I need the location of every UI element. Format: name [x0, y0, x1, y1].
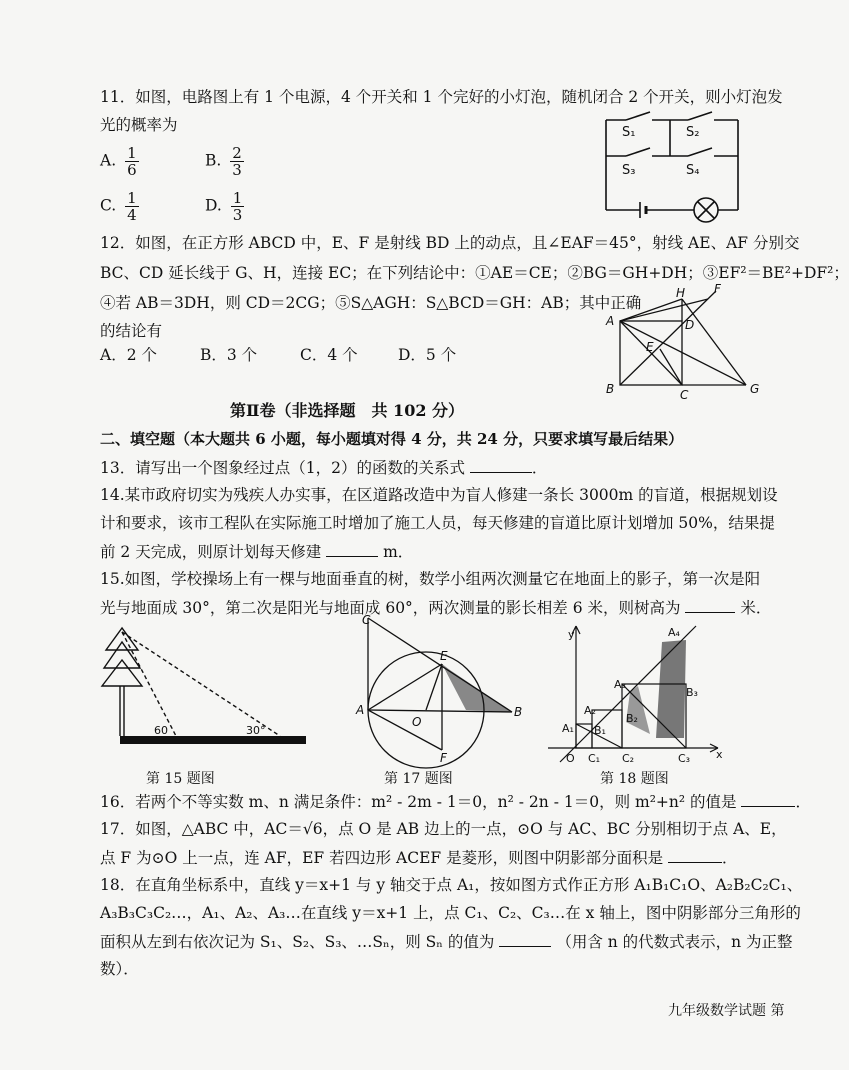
svg-text:D: D	[685, 318, 695, 332]
answer-blank[interactable]	[470, 456, 532, 473]
svg-text:B₂: B₂	[626, 712, 638, 725]
fraction: $\frac{1}{6}$	[127, 144, 137, 179]
q17-line2: 点 F 为⊙O 上一点，连 AF，EF 若四边形 ACEF 是菱形，则图中阴影部分面积是 ．	[100, 846, 738, 869]
answer-blank[interactable]	[685, 596, 735, 613]
page-footer: 九年级数学试题 第	[668, 1003, 785, 1019]
circuit-diagram	[600, 112, 744, 222]
svg-text:y: y	[568, 628, 575, 641]
svg-text:C: C	[680, 388, 689, 402]
q12-line3: ④若 AB＝3DH，则 CD＝2CG；⑤S△AGH：S△BCD＝GH：AB；其中正确	[100, 294, 642, 312]
svg-text:F: F	[440, 751, 447, 765]
svg-text:C₁: C₁	[588, 752, 601, 765]
section-header: 二、填空题（本大题共 6 小题，每小题填对得 4 分，共 24 分，只要求填写最后结果）	[100, 430, 684, 448]
fraction: $\frac{1}{4}$	[127, 189, 137, 224]
q11-option-c[interactable]: C. $\frac{1}{4}$	[100, 189, 137, 224]
fraction: $\frac{1}{3}$	[232, 189, 243, 224]
coordinate-squares-diagram	[546, 622, 728, 772]
q11-option-b[interactable]: B. $\frac{2}{3}$	[205, 144, 242, 179]
switch-label: S₁	[622, 125, 636, 140]
q16: 16．若两个不等实数 m、n 满足条件：m² - 2m - 1＝0，n² - 2n - 1＝0，则 m²+n² 的值是 ．	[100, 790, 811, 813]
fraction: $\frac{2}{3}$	[232, 144, 242, 179]
svg-text:B: B	[514, 705, 523, 719]
answer-blank[interactable]	[668, 846, 722, 863]
svg-text:B₃: B₃	[686, 686, 698, 699]
angle-label-30: 30°	[246, 724, 266, 737]
svg-text:B₁: B₁	[594, 724, 606, 737]
q11-line1: 11．如图，电路图上有 1 个电源，4 个开关和 1 个完好的小灯泡，随机闭合 2 个开关，则小灯泡发	[100, 88, 783, 106]
q12-option-a[interactable]: A．2 个	[100, 346, 157, 364]
svg-text:A: A	[356, 703, 365, 717]
svg-text:F: F	[714, 282, 721, 296]
svg-text:C: C	[362, 613, 371, 627]
q18-line1: 18．在直角坐标系中，直线 y＝x+1 与 y 轴交于点 A₁，按如图方式作正方形 A₁B₁C₁O、A₂B₂C₂C₁、	[100, 876, 803, 894]
q13: 13．请写出一个图象经过点（1，2）的函数的关系式 ．	[100, 456, 547, 479]
svg-text:E: E	[440, 649, 448, 663]
q18-line3: 面积从左到右依次记为 S₁、S₂、S₃、…Sₙ，则 Sₙ 的值为 （用含 n 的代数式表示，n 为正整	[100, 930, 793, 953]
svg-text:A₂: A₂	[584, 704, 596, 717]
section-title: 第Ⅱ卷（非选择题 共 102 分）	[230, 401, 465, 420]
q14-line2: 计和要求，该市工程队在实际施工时增加了施工人员，每天修建的盲道比原计划增加 50%，结果提	[100, 514, 775, 532]
q11-line2: 光的概率为	[100, 116, 178, 134]
svg-text:A: A	[606, 314, 615, 328]
svg-text:B: B	[606, 382, 615, 396]
q17-line1: 17．如图，△ABC 中，AC＝√6，点 O 是 AB 边上的一点，⊙O 与 AC、BC 分别相切于点 A、E，	[100, 820, 787, 838]
q12-option-c[interactable]: C．4 个	[300, 346, 358, 364]
switch-label: S₄	[686, 163, 700, 178]
svg-text:C₃: C₃	[678, 752, 691, 765]
svg-text:O: O	[566, 752, 575, 765]
svg-text:G: G	[750, 382, 760, 396]
q12-line1: 12．如图，在正方形 ABCD 中，E、F 是射线 BD 上的动点，且∠EAF＝45°，射线 AE、AF 分别交	[100, 234, 800, 252]
switch-label: S₃	[622, 163, 636, 178]
svg-text:E: E	[646, 340, 654, 354]
switch-label: S₂	[686, 125, 700, 140]
q11-option-d[interactable]: D. $\frac{1}{3}$	[205, 189, 243, 224]
fig18-caption: 第 18 题图	[600, 771, 669, 787]
q14-line1: 14.某市政府切实为残疾人办实事，在区道路改造中为盲人修建一条长 3000m 的盲道，根据规划设	[100, 486, 778, 504]
tree-shadow-diagram	[100, 628, 310, 750]
svg-text:H: H	[676, 286, 686, 300]
svg-text:x: x	[716, 748, 723, 761]
q18-line4: 数）．	[100, 960, 139, 978]
angle-label-60: 60	[154, 724, 168, 737]
fig17-caption: 第 17 题图	[384, 771, 453, 787]
fig15-caption: 第 15 题图	[146, 771, 215, 787]
svg-text:A₃: A₃	[614, 678, 626, 691]
q12-option-b[interactable]: B．3 个	[200, 346, 258, 364]
q14-line3: 前 2 天完成，则原计划每天修建 m．	[100, 540, 413, 563]
q11-option-a[interactable]: A. $\frac{1}{6}$	[100, 144, 137, 179]
q12-line2: BC、CD 延长线于 G、H，连接 EC；在下列结论中：①AE＝CE；②BG＝GH+DH；③EF²＝BE²+DF²；	[100, 264, 849, 282]
answer-blank[interactable]	[499, 930, 551, 947]
q15-line1: 15.如图，学校操场上有一棵与地面垂直的树，数学小组两次测量它在地面上的影子，第一次是阳	[100, 570, 761, 588]
svg-text:A₄: A₄	[668, 626, 680, 639]
q15-line2: 光与地面成 30°，第二次是阳光与地面成 60°，两次测量的影长相差 6 米，则树高为 米．	[100, 596, 771, 619]
circle-rhombus-diagram	[356, 614, 526, 766]
q12-line4: 的结论有	[100, 322, 163, 340]
square-abcd-diagram	[600, 282, 770, 405]
answer-blank[interactable]	[741, 790, 795, 807]
q12-option-d[interactable]: D．5 个	[398, 346, 457, 364]
svg-text:A₁: A₁	[562, 722, 574, 735]
svg-text:O: O	[412, 715, 422, 729]
q18-line2: A₃B₃C₃C₂…，A₁、A₂、A₃…在直线 y＝x+1 上，点 C₁、C₂、C₃…在 x 轴上，图中阴影部分三角形的	[100, 904, 801, 922]
answer-blank[interactable]	[326, 540, 378, 557]
svg-text:C₂: C₂	[622, 752, 635, 765]
